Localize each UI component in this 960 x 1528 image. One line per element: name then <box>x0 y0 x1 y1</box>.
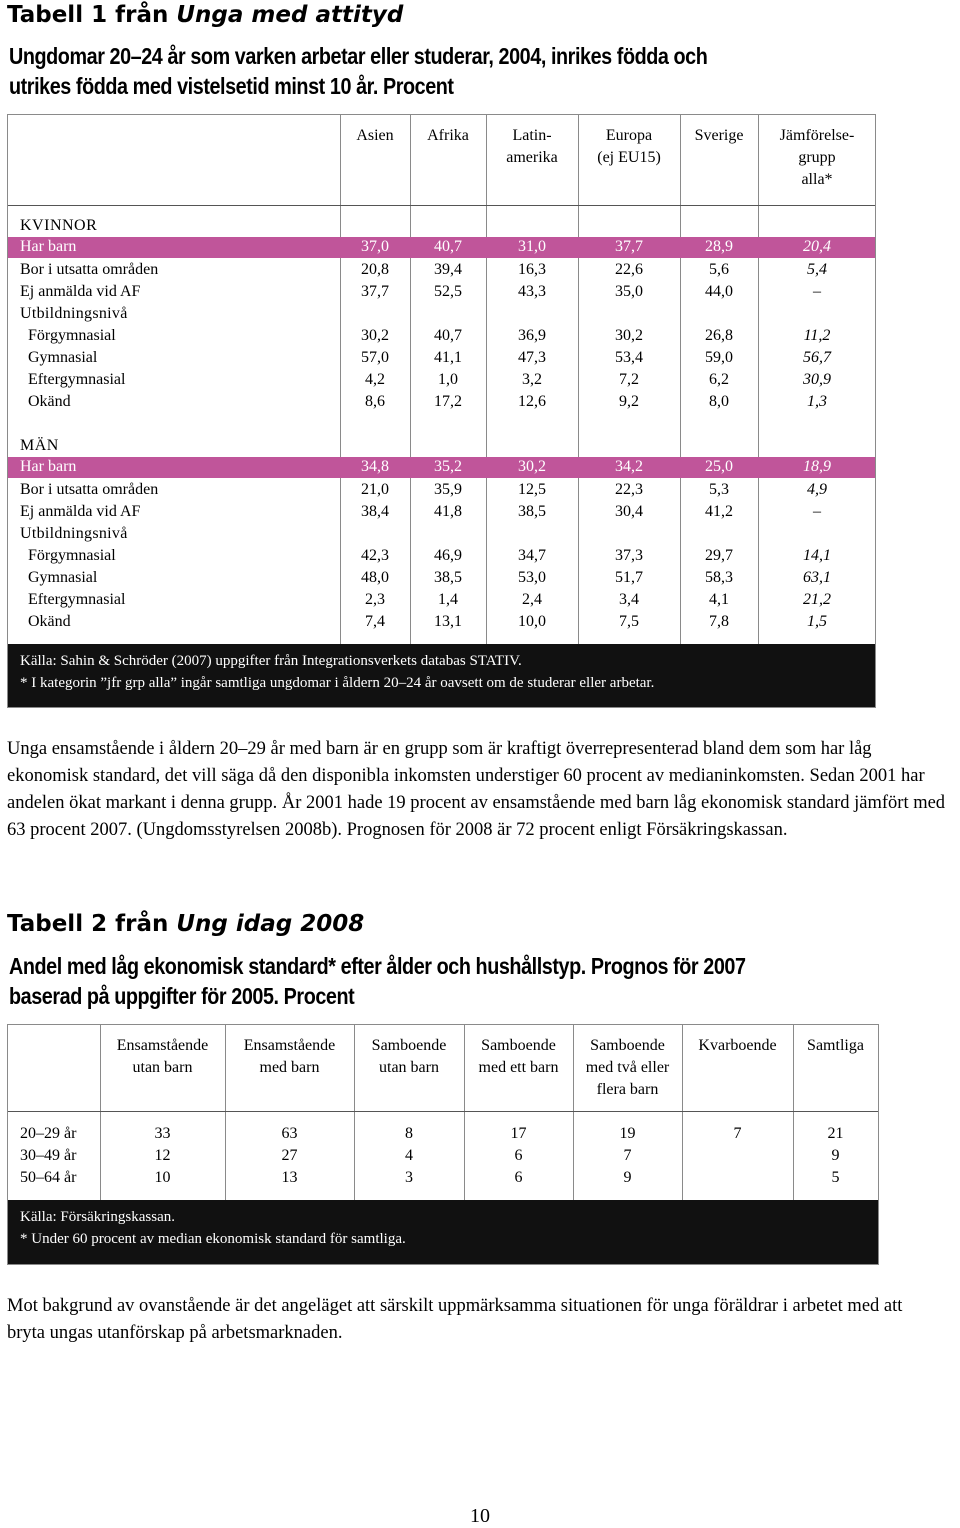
cell: 4,2 <box>365 371 385 388</box>
cell: 63 <box>281 1125 298 1142</box>
row-label: Bor i utsatta områden <box>20 261 159 278</box>
cell: 58,3 <box>705 569 733 586</box>
t1-col-afrika: Afrika <box>427 127 469 144</box>
cell: 5,6 <box>709 261 729 278</box>
cell: 6 <box>514 1169 523 1186</box>
row-label: Bor i utsatta områden <box>20 481 159 498</box>
row-label: 20–29 år <box>20 1125 77 1142</box>
cell: 40,7 <box>434 238 462 255</box>
cell: 7 <box>623 1147 632 1164</box>
cell: 40,7 <box>434 327 462 344</box>
cell: 57,0 <box>361 349 389 366</box>
cell: 10 <box>154 1169 171 1186</box>
cell: 1,0 <box>438 371 458 388</box>
cell: 52,5 <box>434 283 462 300</box>
cell: 41,2 <box>705 503 733 520</box>
cell: 6 <box>514 1147 523 1164</box>
cell: 3 <box>405 1169 413 1186</box>
cell: 5,4 <box>807 261 827 278</box>
cell: 9 <box>623 1169 632 1186</box>
cell: 17 <box>510 1125 527 1142</box>
row-label: Ej anmälda vid AF <box>20 503 141 520</box>
cell: 2,3 <box>365 591 385 608</box>
cell: 8,0 <box>709 393 729 410</box>
cell: 11,2 <box>803 327 831 344</box>
row-label: 50–64 år <box>20 1169 77 1186</box>
table2-caption-line1: Andel med låg ekonomisk standard* efter ålder och hushållstyp. Prognos för 2007 <box>9 953 746 979</box>
cell: 10,0 <box>518 613 546 630</box>
cell: 34,8 <box>361 458 389 475</box>
cell: 53,0 <box>518 569 546 586</box>
cell: 21,2 <box>803 591 831 608</box>
cell: 13,1 <box>434 613 462 630</box>
table1-caption <box>9 41 707 101</box>
t2-source: Källa: Försäkringskassan. <box>20 1209 175 1225</box>
cell: 22,6 <box>615 261 643 278</box>
cell: 31,0 <box>518 238 546 255</box>
cell: 34,7 <box>518 547 546 564</box>
cell: 4 <box>405 1147 413 1164</box>
cell: 38,5 <box>518 503 546 520</box>
body-paragraph-1: Unga ensamstående i åldern 20–29 år med barn är en grupp som är kraftigt överrepresenterad bland dem som har låg ekonomisk standard, det vill säga då den disponibla inkomsten understiger 60 procent av medianinkomsten. Sedan 2001 har andelen ökat markant i denna grupp. År 2001 hade 19 procent av ensamstående med barn låg ekonomisk standard jämfört med 63 procent 2007. (Ungdomsstyrelsen 2008b). Prognosen för 2008 är 72 procent enligt Försäkringskassan. <box>7 739 946 840</box>
t1-source-box <box>8 644 875 707</box>
cell: – <box>813 283 821 300</box>
cell: 33 <box>154 1125 171 1142</box>
cell: 38,5 <box>434 569 462 586</box>
cell: 30,2 <box>361 327 389 344</box>
cell: 13 <box>281 1169 298 1186</box>
cell: 9,2 <box>619 393 639 410</box>
table1-heading-source: Unga med attityd <box>176 2 404 28</box>
t1-m-utb-label: Utbildningsnivå <box>20 525 128 542</box>
cell: 7 <box>733 1125 742 1142</box>
cell: 1,5 <box>807 613 827 630</box>
t1-section-man: MÄN <box>20 437 59 454</box>
table2-caption <box>9 951 746 1011</box>
cell: 19 <box>619 1125 636 1142</box>
page-number: 10 <box>470 1505 490 1527</box>
cell: 46,9 <box>434 547 462 564</box>
cell: 9 <box>831 1147 840 1164</box>
cell: 26,8 <box>705 327 733 344</box>
cell: – <box>813 503 821 520</box>
cell: 7,8 <box>709 613 729 630</box>
cell: 21,0 <box>361 481 389 498</box>
table2-heading <box>7 911 364 937</box>
cell: 35,2 <box>434 458 462 475</box>
row-label: Okänd <box>28 613 71 630</box>
cell: 8,6 <box>365 393 385 410</box>
row-label: Gymnasial <box>28 349 98 366</box>
t2-col-sambo-ett: Samboende med ett barn <box>478 1037 559 1076</box>
cell: 63,1 <box>803 569 831 586</box>
cell: 16,3 <box>518 261 546 278</box>
cell: 41,1 <box>434 349 462 366</box>
table1-heading-prefix: Tabell 1 från <box>7 2 177 28</box>
cell: 38,4 <box>361 503 389 520</box>
cell: 17,2 <box>434 393 462 410</box>
cell: 2,4 <box>522 591 542 608</box>
cell: 5 <box>831 1169 840 1186</box>
cell: 37,7 <box>361 283 389 300</box>
table2 <box>7 1024 879 1265</box>
t2-col-sambo-utan: Samboende utan barn <box>371 1037 447 1076</box>
row-label: Okänd <box>28 393 71 410</box>
cell: 56,7 <box>803 349 831 366</box>
cell: 35,0 <box>615 283 643 300</box>
t1-source: Källa: Sahin & Schröder (2007) uppgifter från Integrationsverkets databas STATIV. <box>20 653 522 669</box>
cell: 1,4 <box>438 591 458 608</box>
t2-col-samtliga: Samtliga <box>807 1037 864 1054</box>
cell: 7,4 <box>365 613 385 630</box>
t1-k-utb-label: Utbildningsnivå <box>20 305 128 322</box>
cell: 37,0 <box>361 238 389 255</box>
table1-heading <box>7 2 403 28</box>
t2-footnote: * Under 60 procent av median ekonomisk standard för samtliga. <box>20 1231 406 1247</box>
cell: 42,3 <box>361 547 389 564</box>
t1-col-asien: Asien <box>356 127 394 144</box>
cell: 37,7 <box>615 238 643 255</box>
cell: 30,2 <box>518 458 546 475</box>
cell: 29,7 <box>705 547 733 564</box>
cell: 12 <box>154 1147 171 1164</box>
t2-col-ensam-utan: Ensamstående utan barn <box>116 1037 209 1076</box>
t1-m-har-barn-row <box>8 457 875 478</box>
cell: 6,2 <box>709 371 729 388</box>
cell: 35,9 <box>434 481 462 498</box>
cell: 30,4 <box>615 503 643 520</box>
cell: 3,4 <box>619 591 639 608</box>
t1-footnote: * I kategorin ”jfr grp alla” ingår samtliga ungdomar i åldern 20–24 år oavsett om de studerar eller arbetar. <box>20 675 655 691</box>
cell: 34,2 <box>615 458 643 475</box>
cell: 27 <box>281 1147 298 1164</box>
row-label: Gymnasial <box>28 569 98 586</box>
row-label: Förgymnasial <box>28 327 116 344</box>
t1-k-har-barn-row <box>8 237 875 258</box>
cell: 18,9 <box>803 458 831 475</box>
row-label: Eftergymnasial <box>28 371 126 388</box>
table1-caption-line2: utrikes födda med vistelsetid minst 10 år. Procent <box>9 73 454 99</box>
cell: 28,9 <box>705 238 733 255</box>
t1-col-europa: Europa (ej EU15) <box>597 127 661 166</box>
cell: 4,1 <box>709 591 729 608</box>
row-label: Har barn <box>20 458 77 475</box>
table2-heading-prefix: Tabell 2 från <box>7 911 177 937</box>
row-label: Har barn <box>20 238 77 255</box>
cell: 37,3 <box>615 547 643 564</box>
t1-col-jamforelse: Jämförelse- grupp alla* <box>779 127 855 188</box>
row-label: Ej anmälda vid AF <box>20 283 141 300</box>
cell: 30,2 <box>615 327 643 344</box>
cell: 22,3 <box>615 481 643 498</box>
table2-heading-source: Ung idag 2008 <box>176 911 365 937</box>
cell: 44,0 <box>705 283 733 300</box>
cell: 25,0 <box>705 458 733 475</box>
t2-col-ensam-med: Ensamstående med barn <box>243 1037 336 1076</box>
table1-caption-line1: Ungdomar 20–24 år som varken arbetar eller studerar, 2004, inrikes födda och <box>9 43 708 69</box>
cell: 21 <box>827 1125 844 1142</box>
cell: 1,3 <box>807 393 827 410</box>
t2-col-sambo-tva: Samboende med två eller flera barn <box>585 1037 670 1098</box>
cell: 12,6 <box>518 393 546 410</box>
cell: 47,3 <box>518 349 546 366</box>
cell: 30,9 <box>803 371 831 388</box>
t2-col-kvarboende: Kvarboende <box>698 1037 777 1054</box>
cell: 12,5 <box>518 481 546 498</box>
row-label: 30–49 år <box>20 1147 77 1164</box>
cell: 5,3 <box>709 481 729 498</box>
t1-section-kvinnor: KVINNOR <box>20 217 98 234</box>
cell: 3,2 <box>522 371 542 388</box>
table2-caption-line2: baserad på uppgifter för 2005. Procent <box>9 983 355 1009</box>
cell: 14,1 <box>803 547 831 564</box>
row-label: Förgymnasial <box>28 547 116 564</box>
table1 <box>7 114 876 708</box>
cell: 7,5 <box>619 613 639 630</box>
cell: 53,4 <box>615 349 643 366</box>
cell: 7,2 <box>619 371 639 388</box>
cell: 20,4 <box>803 238 831 255</box>
cell: 41,8 <box>434 503 462 520</box>
cell: 43,3 <box>518 283 546 300</box>
t1-col-sverige: Sverige <box>694 127 744 144</box>
t1-col-latinamerika: Latin- amerika <box>506 127 558 166</box>
cell: 20,8 <box>361 261 389 278</box>
body-paragraph-2: Mot bakgrund av ovanstående är det angeläget att särskilt uppmärksamma situationen för unga föräldrar i arbetet med att bryta ungas utanförskap på arbetsmarknaden. <box>7 1296 903 1343</box>
row-label: Eftergymnasial <box>28 591 126 608</box>
cell: 59,0 <box>705 349 733 366</box>
cell: 36,9 <box>518 327 546 344</box>
cell: 4,9 <box>807 481 827 498</box>
cell: 51,7 <box>615 569 643 586</box>
cell: 39,4 <box>434 261 462 278</box>
cell: 8 <box>405 1125 413 1142</box>
t2-source-box <box>8 1200 878 1264</box>
cell: 48,0 <box>361 569 389 586</box>
